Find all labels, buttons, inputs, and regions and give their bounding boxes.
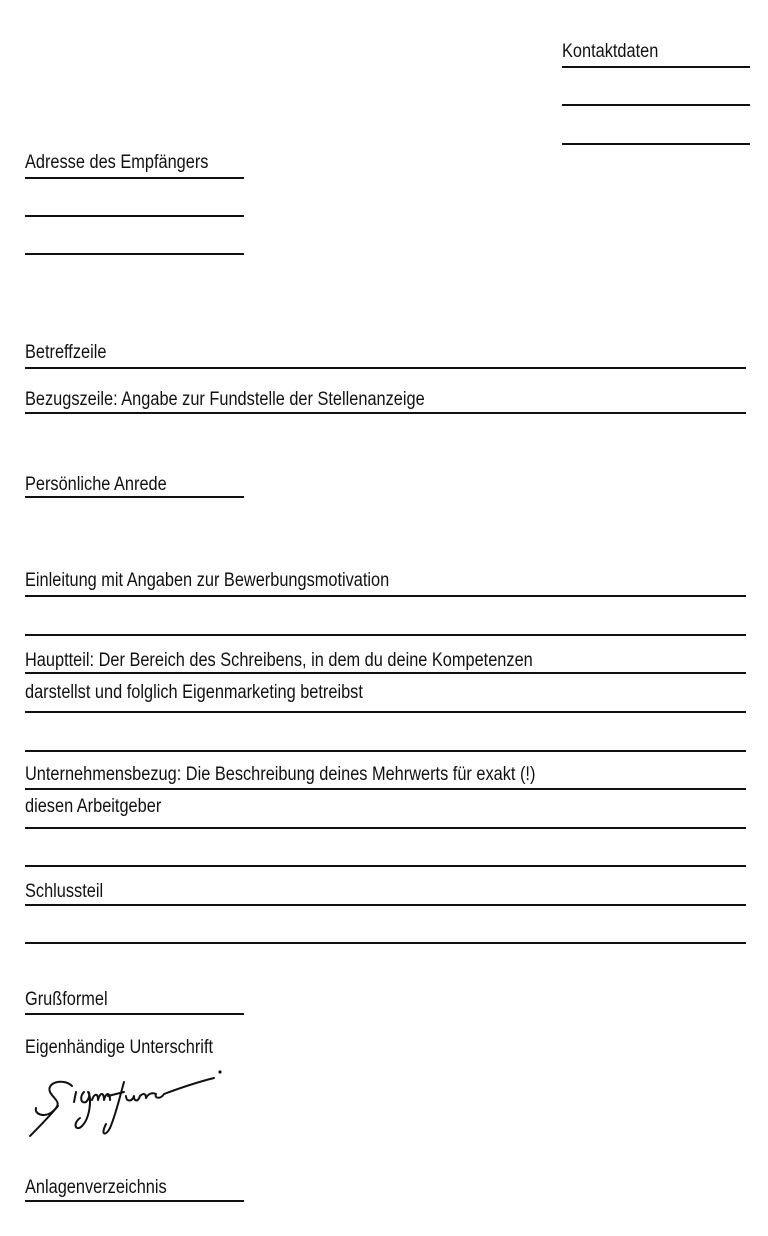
closing-label: Schlussteil (25, 881, 104, 902)
reference-line (25, 412, 746, 414)
salutation-label: Persönliche Anrede (25, 474, 167, 495)
main-part-line-1 (25, 672, 746, 674)
enclosures-label: Anlagenverzeichnis (25, 1177, 167, 1198)
closing-line-1 (25, 904, 746, 906)
recipient-line-3 (25, 253, 244, 255)
main-part-line-2 (25, 711, 746, 713)
closing-line-2 (25, 942, 746, 944)
introduction-line-2 (25, 634, 746, 636)
contact-label: Kontaktdaten (562, 41, 659, 62)
greeting-label: Grußformel (25, 989, 108, 1010)
company-ref-line-3 (25, 865, 746, 867)
greeting-line (25, 1013, 244, 1015)
main-part-line-3 (25, 750, 746, 752)
introduction-line-1 (25, 595, 746, 597)
enclosures-line (25, 1200, 244, 1202)
recipient-line-1 (25, 177, 244, 179)
salutation-line (25, 496, 244, 498)
contact-line-1 (562, 66, 750, 68)
introduction-label: Einleitung mit Angaben zur Bewerbungsmotivation (25, 570, 390, 591)
handwritten-signature (24, 1062, 224, 1142)
subject-line (25, 367, 746, 369)
main-part-text-1: Hauptteil: Der Bereich des Schreibens, in dem du deine Kompetenzen (25, 650, 533, 671)
company-ref-line-1 (25, 788, 746, 790)
company-ref-text-2: diesen Arbeitgeber (25, 796, 162, 817)
reference-label: Bezugszeile: Angabe zur Fundstelle der Stellenanzeige (25, 389, 425, 410)
company-ref-line-2 (25, 827, 746, 829)
contact-line-2 (562, 104, 750, 106)
contact-line-3 (562, 143, 750, 145)
company-ref-text-1: Unternehmensbezug: Die Beschreibung deines Mehrwerts für exakt (!) (25, 764, 536, 785)
recipient-label: Adresse des Empfängers (25, 152, 209, 173)
signature-label: Eigenhändige Unterschrift (25, 1037, 214, 1058)
subject-label: Betreffzeile (25, 342, 107, 363)
recipient-line-2 (25, 215, 244, 217)
main-part-text-2: darstellst und folglich Eigenmarketing betreibst (25, 682, 363, 703)
